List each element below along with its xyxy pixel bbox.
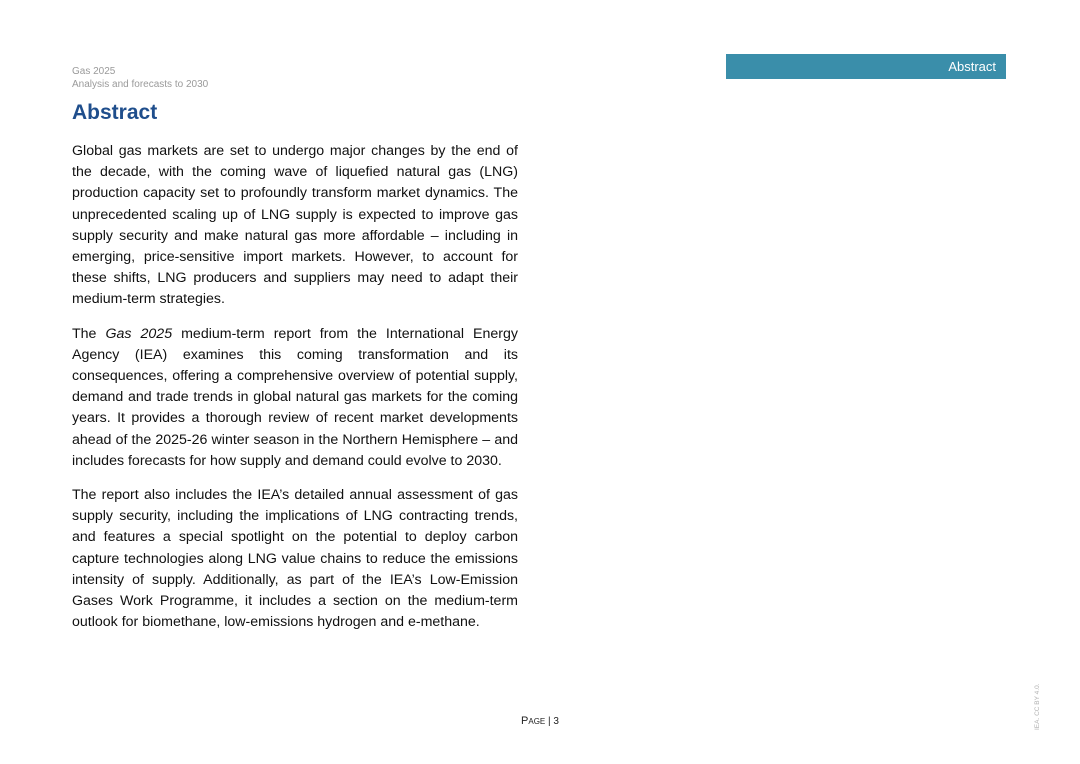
- report-title: Gas 2025: [72, 66, 116, 77]
- license-note: IEA. CC BY 4.0.: [1034, 683, 1041, 730]
- page-number: 3: [553, 716, 559, 727]
- page-footer: [0, 715, 1080, 727]
- abstract-body: [72, 141, 518, 646]
- paragraph-2-lead: The: [72, 325, 106, 342]
- paragraph-1: Global gas markets are set to undergo major changes by the end of the decade, with the coming wave of liquefied natural gas (LNG) production capacity set to profoundly transform market dynamics. The unprecedented scaling up of LNG supply is expected to improve gas supply security and make natural gas more affordable – including in emerging, price-sensitive import markets. However, to account for these shifts, LNG producers and suppliers may need to adapt their medium-term strategies.: [72, 143, 518, 308]
- report-header: [72, 66, 208, 91]
- page-title: Abstract: [72, 101, 158, 124]
- section-tab: Abstract: [726, 54, 1006, 79]
- report-name-italic: Gas 2025: [105, 325, 173, 342]
- paragraph-3: The report also includes the IEA’s detailed annual assessment of gas supply security, including the implications of LNG contracting trends, and features a special spotlight on the potential to deploy carbon capture technologies along LNG value chains to reduce the emissions intensity of supply. Additionally, as part of the IEA’s Low-Emission Gases Work Programme, it includes a section on the medium-term outlook for biomethane, low-emissions hydrogen and e-methane.: [72, 487, 518, 631]
- paragraph-2: [72, 324, 518, 472]
- page-label: Page: [521, 715, 546, 727]
- report-subtitle: Analysis and forecasts to 2030: [72, 78, 209, 90]
- page-separator: |: [545, 716, 554, 727]
- paragraph-2-rest: medium-term report from the International Energy Agency (IEA) examines this coming transformation and its consequences, offering a comprehensive overview of potential supply, demand and trade trends in global natural gas markets for the coming years. It provides a thorough review of recent market developments ahead of the 2025-26 winter season in the Northern Hemisphere – and includes forecasts for how supply and demand could evolve to 2030.: [72, 325, 518, 469]
